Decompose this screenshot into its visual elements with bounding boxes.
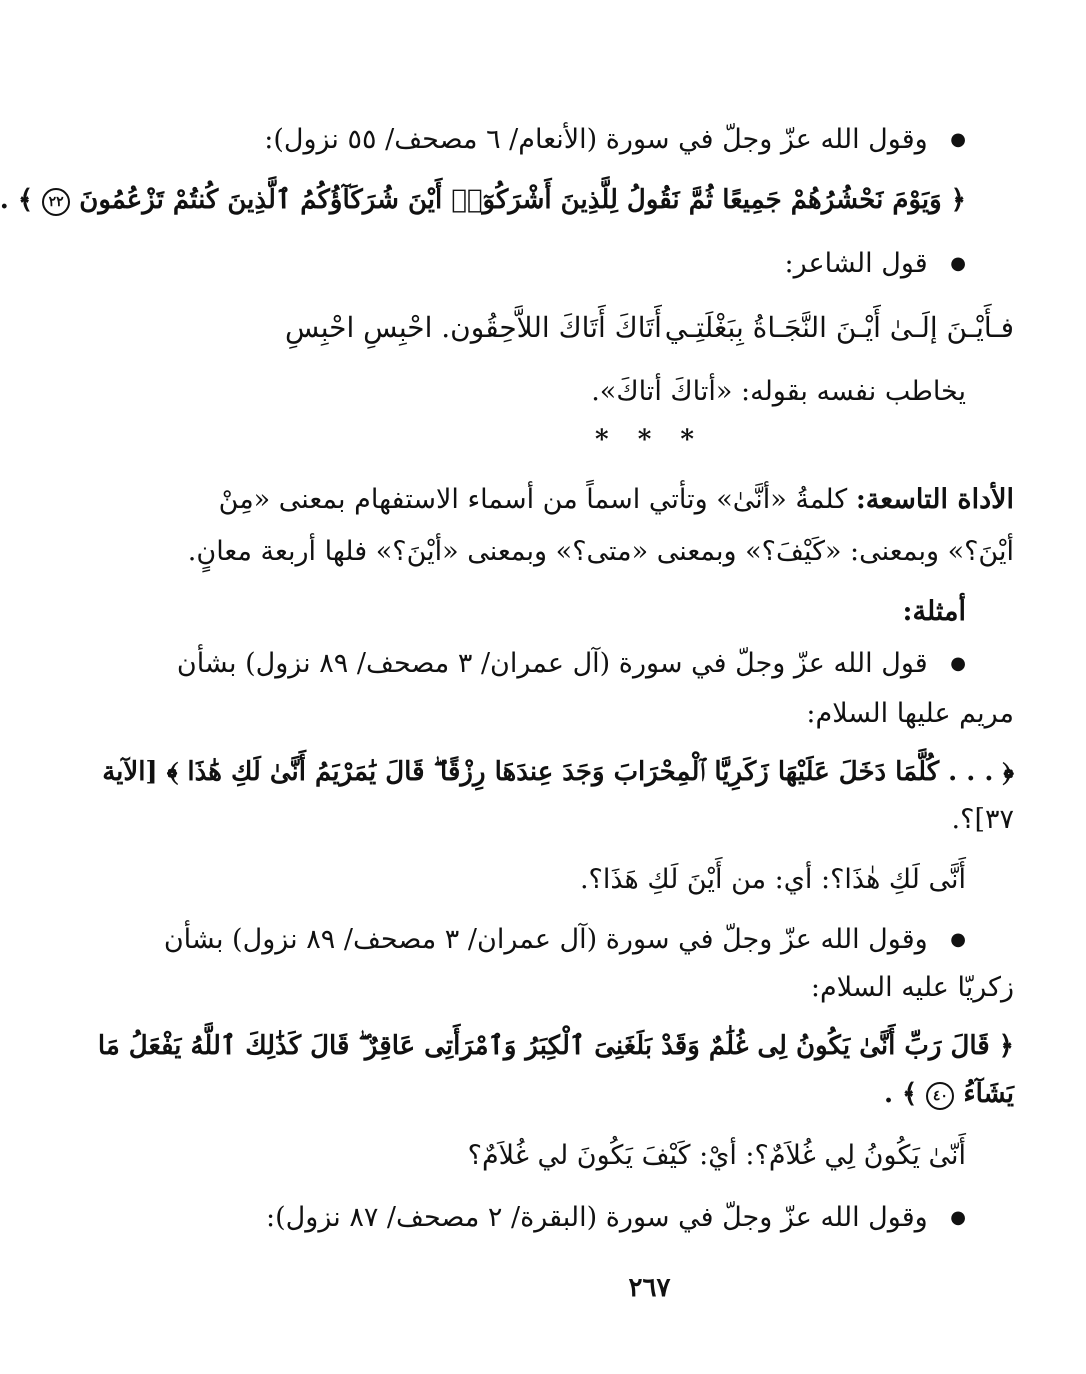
examples-heading-text: أمثلة: [902, 596, 966, 627]
text-al-imran-zakariya: وقول الله عزّ وجلّ في سورة (آل عمران/ ٣ مصحف/ ٨٩ نزول) بشأن [163, 924, 928, 955]
paragraph-ninth-tool-line2 [187, 530, 1014, 574]
poem-verse [285, 306, 1014, 350]
verse-number-marker: ٤٠ [926, 1082, 954, 1110]
text-explanation-anna-yakunu: أَنّىٰ يَكُونُ لِي غُلاَمٌ؟: أيْ: كَيْفَ يَكُونَ لي غُلاَمٌ؟ [467, 1140, 966, 1171]
quran-verse-anam [0, 178, 966, 222]
ninth-tool-text-continued: أيْنَ؟» وبمعنى: «كَيْفَ؟» وبمعنى «متى؟» وبمعنى «أيْنَ؟» فلها أربعة معانٍ. [187, 536, 1014, 567]
paragraph-ninth-tool-line1 [218, 478, 1014, 522]
verse-closing-bracket: ﴾ . [0, 185, 34, 215]
verse-reference-number: ٣٧]؟. [951, 804, 1014, 835]
text-al-imran-maryam: قول الله عزّ وجلّ في سورة (آل عمران/ ٣ مصحف/ ٨٩ نزول) بشأن [176, 648, 928, 679]
verse-number-marker: ٢٢ [42, 188, 70, 216]
bullet-line-al-imran-zakariya [163, 918, 966, 962]
poem-first-hemistich: فـأَيْـنَ إلَـىٰ أَيْـنَ النَّجَـاةُ بِبَغْلَتِـي [664, 311, 1014, 344]
text-baqara-reference: وقول الله عزّ وجلّ في سورة (البقرة/ ٢ مصحف/ ٨٧ نزول): [266, 1202, 928, 1233]
verse-text-zakariya-2: يَشَآءُ [963, 1079, 1014, 1109]
text-maryam: مريم عليها السلام: [806, 698, 1014, 729]
page-number: ٢٦٧ [628, 1273, 671, 1303]
bullet-line-anam-reference [264, 118, 966, 162]
quran-verse-maryam [102, 750, 1014, 794]
verse-reference-label: [الآية [102, 757, 158, 787]
bullet-line-baqara [266, 1196, 966, 1240]
ninth-tool-heading: الأداة التاسعة: [855, 484, 1014, 515]
examples-heading [285, 590, 966, 634]
explanation-anna-yakunu [285, 1134, 966, 1178]
verse-reference-continued [285, 798, 1014, 842]
text-poet-intro: قول الشاعر: [784, 248, 928, 279]
maryam-line [285, 692, 1014, 736]
bullet-line-al-imran-maryam [176, 642, 966, 686]
verse-closing-bracket: ﴾ . [883, 1079, 918, 1109]
poem-second-hemistich: أَتَاكَ أَتَاكَ اللاَّحِقُون. احْبِسِ احْبِسِ [285, 311, 662, 344]
text-anam-reference: وقول الله عزّ وجلّ في سورة (الأنعام/ ٦ مصحف/ ٥٥ نزول): [264, 124, 928, 155]
poem-explanation [285, 370, 966, 414]
verse-text-maryam: ﴿ . . . كُلَّمَا دَخَلَ عَلَيْهَا زَكَرِيَّا ٱلْمِحْرَابَ وَجَدَ عِندَهَا رِزْقًا ۖ قَالَ يَٰمَرْيَمُ أَنَّىٰ لَكِ هَٰذَا ﴾ [166, 757, 1014, 787]
text-poem-explanation: يخاطب نفسه بقوله: «أتاكَ أتاكَ». [591, 376, 966, 407]
text-explanation-anna-laki: أَنَّى لَكِ هٰذَا؟: أي: من أَيْنَ لَكِ هَذَا؟. [579, 864, 966, 895]
explanation-anna-laki [285, 858, 966, 902]
bullet-line-poet [285, 242, 966, 286]
quran-verse-zakariya-line1 [97, 1024, 1014, 1068]
section-separator: * * * [595, 425, 704, 455]
quran-verse-zakariya-line2 [285, 1072, 1014, 1116]
verse-text-zakariya-1: ﴿ قَالَ رَبِّ أَنَّىٰ يَكُونُ لِى غُلَٰمٌ وَقَدْ بَلَغَنِىَ ٱلْكِبَرُ وَٱمْرَأَتِى عَاقِرٌ ۖ قَالَ كَذَٰلِكَ ٱللَّهُ يَفْعَلُ مَا [97, 1031, 1014, 1061]
text-zakariya: زكريّا عليه السلام: [810, 972, 1014, 1003]
zakariya-line [285, 966, 1014, 1010]
verse-text-anam: ﴿ وَيَوْمَ نَحْشُرُهُمْ جَمِيعًا ثُمَّ نَقُولُ لِلَّذِينَ أَشْرَكُوٓا۟ أَيْنَ شُرَكَآؤُكُمُ ٱلَّذِينَ كُنتُمْ تَزْعُمُونَ [79, 185, 966, 215]
ninth-tool-text: كلمةُ «أنَّىٰ» وتأتي اسماً من أسماء الاستفهام بمعنى «مِنْ [218, 484, 848, 515]
